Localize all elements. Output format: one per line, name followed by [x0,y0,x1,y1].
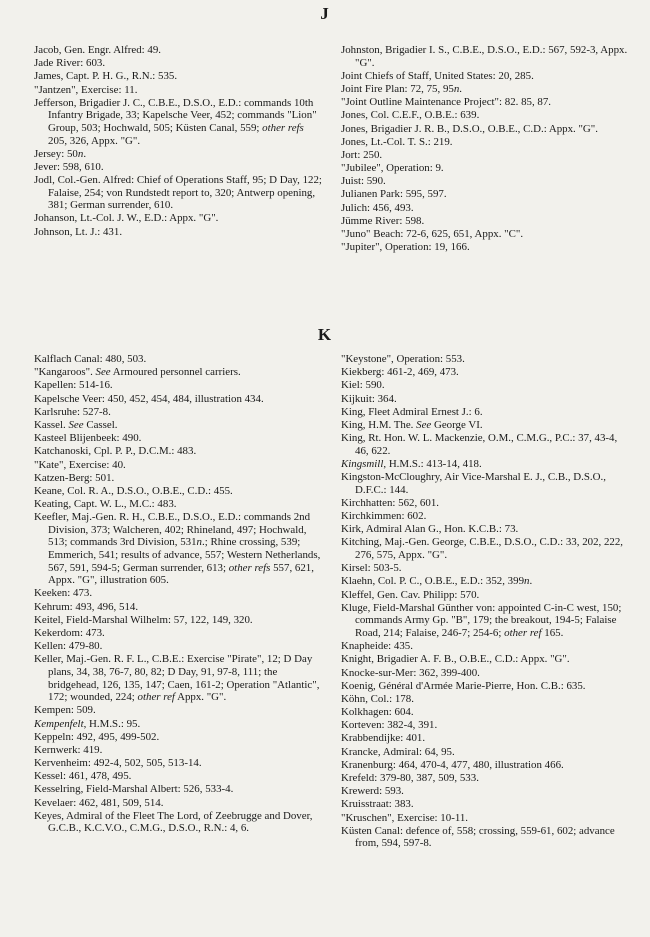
index-entry: "Joint Outline Maintenance Project": 82. 85, 87. [341,96,552,109]
index-entry: Julianen Park: 595, 597. [341,188,447,201]
index-entry: Kapelsche Veer: 450, 452, 454, 484, illustration 434. [34,392,264,405]
index-entry: Kleffel, Gen. Cav. Philipp: 570. [341,588,480,601]
index-entry: Julich: 456, 493. [341,201,414,214]
index-entry: Kirsel: 503-5. [341,562,402,575]
index-entry: Kevelaer: 462, 481, 509, 514. [34,796,164,809]
index-entry: Juist: 590. [341,175,386,188]
index-entry: Keane, Col. R. A., D.S.O., O.B.E., C.D.: 455. [34,484,233,497]
index-entry: Jort: 250. [341,148,383,161]
index-entry: "Jantzen", Exercise: 11. [34,83,138,96]
index-entry: Kempen: 509. [34,704,96,717]
index-entry: Kellen: 479-80. [34,640,103,653]
index-entry: Kirchkimmen: 602. [341,510,427,523]
index-entry: Knocke-sur-Mer: 362, 399-400. [341,666,480,679]
index-entry: Kitching, Maj.-Gen. George, C.B.E., D.S.O., C.D.: 33, 202, 222, 276, 575, Appx. "G". [341,536,624,562]
index-entry: Köhn, Col.: 178. [341,692,414,705]
index-entry: Krefeld: 379-80, 387, 509, 533. [341,772,479,785]
index-entry: Kiel: 590. [341,379,385,392]
index-entry: Joint Chiefs of Staff, United States: 20, 285. [341,69,534,82]
index-entry: "Jupiter", Operation: 19, 166. [341,241,470,254]
index-entry: Kempenfelt, H.M.S.: 95. [34,717,141,730]
index-entry: "Juno" Beach: 72-6, 625, 651, Appx. "C". [341,228,524,241]
index-entry: Knight, Brigadier A. F. B., O.B.E., C.D.: Appx. "G". [341,653,570,666]
index-entry: Jefferson, Brigadier J. C., C.B.E., D.S.O., E.D.: commands 10th Infantry Brigade, 33; Kapelsche Veer, 452; commands "Lion" Group, 503; Hochwald, 505; Küsten Canal, 559; other refs 205, 326, Appx. "G". [34,96,317,147]
index-column-j-right [341,44,631,254]
index-entry: Keeken: 473. [34,587,93,600]
index-entry: Klaehn, Col. P. C., O.B.E., E.D.: 352, 399n. [341,575,533,588]
index-entry: Kalflach Canal: 480, 503. [34,353,147,365]
index-entry: Katchanoski, Cpl. P. P., D.C.M.: 483. [34,445,197,458]
index-entry: Knapheide: 435. [341,640,413,653]
index-entry: Jones, Lt.-Col. T. S.: 219. [341,135,453,148]
section-letter-j: J [320,4,330,23]
section-letter-k: K [317,325,333,344]
index-entry: Kluge, Field-Marshal Günther von: appointed C-in-C west, 150; commands Army Gp. "B", 179; the breakout, 194-5; Falaise Road, 214; Falaise, 246-7; 254-6; other ref 165. [341,601,622,639]
index-entry: Kehrum: 493, 496, 514. [34,600,139,613]
index-entry: James, Capt. P. H. G., R.N.: 535. [34,70,178,83]
index-entry: Kirk, Admiral Alan G., Hon. K.C.B.: 73. [341,523,519,536]
index-entry: King, Rt. Hon. W. L. Mackenzie, O.M., C.M.G., P.C.: 37, 43-4, 46, 622. [341,432,618,457]
index-entry: King, H.M. The. See George VI. [341,418,483,431]
index-entry: Kirchhatten: 562, 601. [341,496,439,509]
index-entry: Kingston-McCloughry, Air Vice-Marshal E. J., C.B., D.S.O., D.F.C.: 144. [341,471,606,496]
index-entry: Kranenburg: 464, 470-4, 477, 480, illustration 466. [341,758,564,771]
index-entry: Kijkuit: 364. [341,392,397,405]
index-entry: "Jubilee", Operation: 9. [341,162,444,175]
index-entry: Jümme River: 598. [341,214,425,227]
index-entry: Kervenheim: 492-4, 502, 505, 513-14. [34,757,202,770]
index-entry: Kekerdom: 473. [34,626,105,639]
index-entry: Koenig, Général d'Armée Marie-Pierre, Hon. C.B.: 635. [341,679,586,692]
index-entry: Johanson, Lt.-Col. J. W., E.D.: Appx. "G". [34,212,219,225]
index-entry: Jacob, Gen. Engr. Alfred: 49. [34,44,162,56]
index-column-k-right [341,353,631,851]
index-entry: Keefler, Maj.-Gen. R. H., C.B.E., D.S.O., E.D.: commands 2nd Division, 373; Walcheren, 402; Rhineland, 497; Hochwald, 513; commands 3rd Division, 531n.; Rhine crossing, 539; Emmerich, 541; results of advance, 557; Western Netherlands, 567, 591, 594-5; German surrender, 613; other refs 557, 621, Appx. "G", illustration 605. [34,511,321,587]
index-entry: Korteven: 382-4, 391. [341,719,438,732]
index-entry: Keppeln: 492, 495, 499-502. [34,730,160,743]
index-entry: Johnston, Brigadier I. S., C.B.E., D.S.O., E.D.: 567, 592-3, Appx. "G". [341,44,628,69]
index-entry: Kolkhagen: 604. [341,706,414,719]
index-entry: Jodl, Col.-Gen. Alfred: Chief of Operations Staff, 95; D Day, 122; Falaise, 254; von Rundstedt report to, 320; Antwerp opening, 381; German surrender, 610. [34,174,322,212]
index-entry: Jersey: 50n. [34,147,87,160]
index-entry: "Kangaroos". See Armoured personnel carriers. [34,366,241,379]
index-entry: Katzen-Berg: 501. [34,471,115,484]
index-entry: Kingsmill, H.M.S.: 413-14, 418. [341,457,482,470]
index-entry: Küsten Canal: defence of, 558; crossing, 559-61, 602; advance from, 594, 597-8. [341,824,615,850]
index-entry: Kesselring, Field-Marshal Albert: 526, 533-4. [34,783,234,796]
index-entry: Jones, Brigadier J. R. B., D.S.O., O.B.E., C.D.: Appx. "G". [341,122,598,135]
index-entry: "Keystone", Operation: 553. [341,353,465,365]
index-entry: Karlsruhe: 527-8. [34,405,111,418]
index-entry: Keller, Maj.-Gen. R. F. L., C.B.E.: Exercise "Pirate", 12; D Day plans, 34, 38, 76-7, 80, 82; D Day, 91, 97-8, 111; the bridgehead, 126, 135, 147; Caen, 161-2; Operation "Atlantic", 172; wounded, 224; other ref Appx. "G". [34,653,320,704]
index-entry: Kessel: 461, 478, 495. [34,770,132,783]
index-column-k-left [34,353,324,836]
index-entry: Joint Fire Plan: 72, 75, 95n. [341,82,463,95]
index-entry: Johnson, Lt. J.: 431. [34,225,123,238]
index-entry: Kruisstraat: 383. [341,798,414,811]
index-entry: Keitel, Field-Marshal Wilhelm: 57, 122, 149, 320. [34,613,253,626]
index-entry: Keating, Capt. W. L., M.C.: 483. [34,498,177,511]
index-column-j-left [34,44,324,239]
index-entry: Krancke, Admiral: 64, 95. [341,745,455,758]
index-entry: Kapellen: 514-16. [34,379,113,392]
index-entry: Jever: 598, 610. [34,160,104,173]
index-entry: King, Fleet Admiral Ernest J.: 6. [341,405,483,418]
index-entry: "Kate", Exercise: 40. [34,458,126,471]
index-entry: Krewerd: 593. [341,785,404,798]
index-entry: Krabbendijke: 401. [341,732,426,745]
index-entry: Keyes, Admiral of the Fleet The Lord, of Zeebrugge and Dover, G.C.B., K.C.V.O., C.M.G., D.S.O., R.N.: 4, 6. [34,809,313,835]
index-entry: Jade River: 603. [34,57,106,70]
index-entry: Kernwerk: 419. [34,743,103,756]
index-entry: Kasteel Blijenbeek: 490. [34,432,142,445]
index-entry: Jones, Col. C.E.F., O.B.E.: 639. [341,109,480,122]
index-entry: "Kruschen", Exercise: 10-11. [341,811,469,824]
index-entry: Kiekberg: 461-2, 469, 473. [341,366,459,379]
index-entry: Kassel. See Cassel. [34,418,118,431]
